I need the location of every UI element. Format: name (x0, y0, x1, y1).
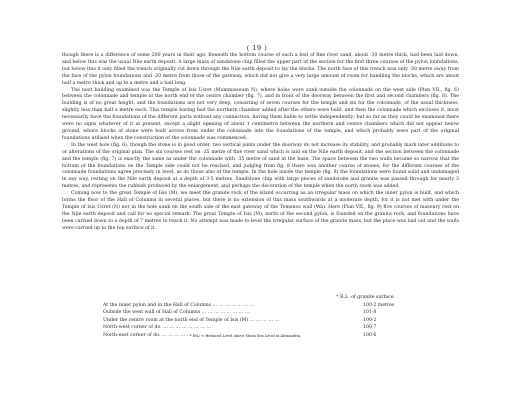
row-label: North-east corner of do. … … … … … … … … (103, 332, 210, 338)
row-label: North-west corner of do. … … … … … … … … (103, 325, 212, 331)
page-number: ( 19 ) (246, 44, 268, 52)
row-label: Under the centre room at the north end of Temple of Isis (M) … … … … … (103, 317, 280, 323)
table-row (103, 317, 403, 324)
row-value: 100·7 (363, 325, 377, 331)
paragraph: The next building examined was the Temple of Isis Usret (Mammisseum N), where holes were sunk outside the colonnade on the west side (Plan VII., fig. 6) between the colonnade and temple at the north end of the centre chamber (fig. 7), and in front of the doorway between the first and second chambers (fig. 8). The building is of no great height, and the foundations are not very deep, consisting of seven courses for the temple and six for the colonnade, of the usual thickness, slightly less than half a metre each. This temple having had the northern chamber added after the others were built, and then the colonnade which encloses it, must necessarily have the foundations of the different parts without any connection, having them liable to settle independently; but so far as they could be examined there were no signs whatever of it at present, except a slight opening of about 1 centimetre between the northern and centre chambers which did not appear below ground, where blocks of stone were built across from under the colonnade into the foundations of the temple, and which probably were part of the original foundations utilised when the construction of the colonnade was commenced. (62, 87, 459, 141)
footnote: * R.L. = Reduced Level above Mean Sea Level at Alexandria. (190, 334, 302, 338)
reduced-level-table (103, 294, 403, 339)
row-value: 101·8 (363, 310, 377, 316)
row-label: Outside the west wall of Hall of Columns … … … … … … … … (103, 310, 250, 316)
table-row (103, 302, 403, 309)
row-label: At the inner pylon and in the Hall of Columns … … … … … … … (103, 303, 255, 308)
paragraph: Coming now to the great Temple of Isis (M), we meet the granite rock of the island occurring as an irregular mass on which the inner pylon is built, and which forms the floor of the Hall of Columns in several places, but there is no extension of this mass southwards at a moderate depth, for it is not met with under the Temple of Isis Usret (N) nor in the hole sunk on the south side of the east gateway of the Temenos wall (Wa). Here (Plan VII., fig. 9) five courses of masonry rest on the Nile earth deposit and call for no special remark. The great Temple of Isis (M), north of the second pylon, is founded on the granite rock, and foundations have been carried down to a depth of 7 metres to reach it. No attempt was made to level the irregular surface of the granite mass, but the place was laid out and the walls were carried up to the top surface of it. (62, 191, 459, 231)
body-text (62, 53, 459, 233)
row-value: 100·2 metres (363, 303, 395, 308)
row-value: 100·6 (363, 332, 377, 338)
table-header: * R.L. of granite surface. (336, 295, 395, 300)
paragraph: though there is a difference of some 200 years in their age. Beneath the bottom course of each a bed of fine river sand, about ·30 metre thick, had been laid down, and below this was the usual Nile earth deposit. A large mass of sandstone chip filled the upper part of the section for the first three courses of the pylon foundations, but below this it only filled the trench originally cut down through the Nile earth deposit to lay the blocks. The north face of this trench was only ·30 metre away from the face of the pylon foundations and ·20 metre from those of the gateway, which did not give a very large amount of room for handling the blocks, which are about half a metre thick and up to a metre and a half long. (62, 53, 459, 86)
table-row (103, 309, 403, 316)
table-row (103, 324, 403, 331)
row-value: 100·2 (363, 317, 377, 323)
paragraph: In the west hole (fig. 6), though the stone is in good order, two vertical joints under the doorway do not increase its stability, and probably mark later additions to or alterations of the original plan. The six courses rest on ·25 metre of fine river sand which is laid on the Nile earth deposit, and the section between the colonnade and the temple (fig. 7) is exactly the same as under the colonnade with ·35 metre of sand at the base. The space between the two walls became so narrow that the bottom of the foundations on the Temple side could not be reached, and judging from fig. 8 there was another course of stones, for the different courses of the colonnade foundations agree precisely in level, as do those also of the temple. In the hole inside the temple (fig. 8) the foundations were found solid and undamaged in any way, resting on the Nile earth deposit at a depth of 3·5 metres. Sandstone chip with large pieces of sandstone and granite was passed through for nearly 3 metres, and represents the rubbish produced by the enlargement, and perhaps the decoration of the temple when the north room was added. (62, 142, 459, 190)
